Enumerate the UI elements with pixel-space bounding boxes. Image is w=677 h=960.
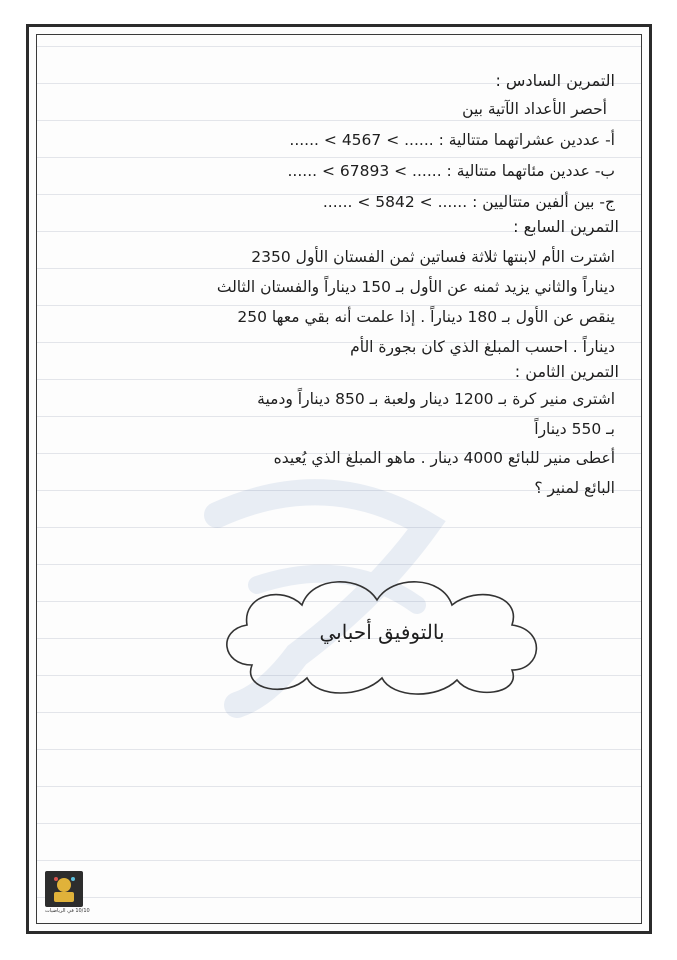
exercise7-line: اشترت الأم لابنتها ثلاثة فساتين ثمن الفستان الأول 2350 bbox=[251, 248, 615, 266]
closing-message: بالتوفيق أحبابي bbox=[319, 620, 445, 644]
exercise7-title: التمرين السابع : bbox=[513, 217, 619, 236]
lined-paper bbox=[36, 34, 642, 924]
brand-logo bbox=[45, 871, 97, 915]
exercise7-line: ديناراً . احسب المبلغ الذي كان بجورة الأم bbox=[350, 338, 615, 356]
exercise6-instruction: أحصر الأعداد الآتية بين bbox=[462, 100, 607, 118]
exercise7-line: ديناراً والثاني يزيد ثمنه عن الأول بـ 150 ديناراً والفستان الثالث bbox=[216, 278, 615, 296]
exercise8-line: أعطى منير للبائع 4000 دينار . ماهو المبلغ الذي يُعيده bbox=[273, 449, 615, 467]
logo-icon bbox=[45, 871, 83, 907]
exercise8-line: اشترى منير كرة بـ 1200 دينار ولعبة بـ 850 ديناراً ودمية bbox=[257, 390, 615, 408]
exercise6-item-c: ج- بين ألفين متتاليين : ...... > 5842 > ...... bbox=[322, 193, 615, 211]
exercise8-title: التمرين الثامن : bbox=[514, 362, 619, 381]
exercise7-line: ينقص عن الأول بـ 180 ديناراً . إذا علمت أنه بقي معها 250 bbox=[237, 308, 615, 326]
exercise8-line: بـ 550 ديناراً bbox=[534, 420, 615, 438]
worksheet-content bbox=[37, 35, 641, 923]
logo-caption: 10/10 في الرياضيات bbox=[45, 908, 90, 914]
exercise6-item-a: أ- عددين عشراتهما متتالية : ...... > 4567 > ...... bbox=[289, 131, 615, 149]
exercise6-item-b: ب- عددين مئاتهما متتالية : ...... > 67893 > ...... bbox=[287, 162, 615, 180]
exercise8-line: البائع لمنير ؟ bbox=[534, 479, 615, 497]
exercise6-title: التمرين السادس : bbox=[495, 71, 615, 90]
page-frame bbox=[26, 24, 652, 934]
